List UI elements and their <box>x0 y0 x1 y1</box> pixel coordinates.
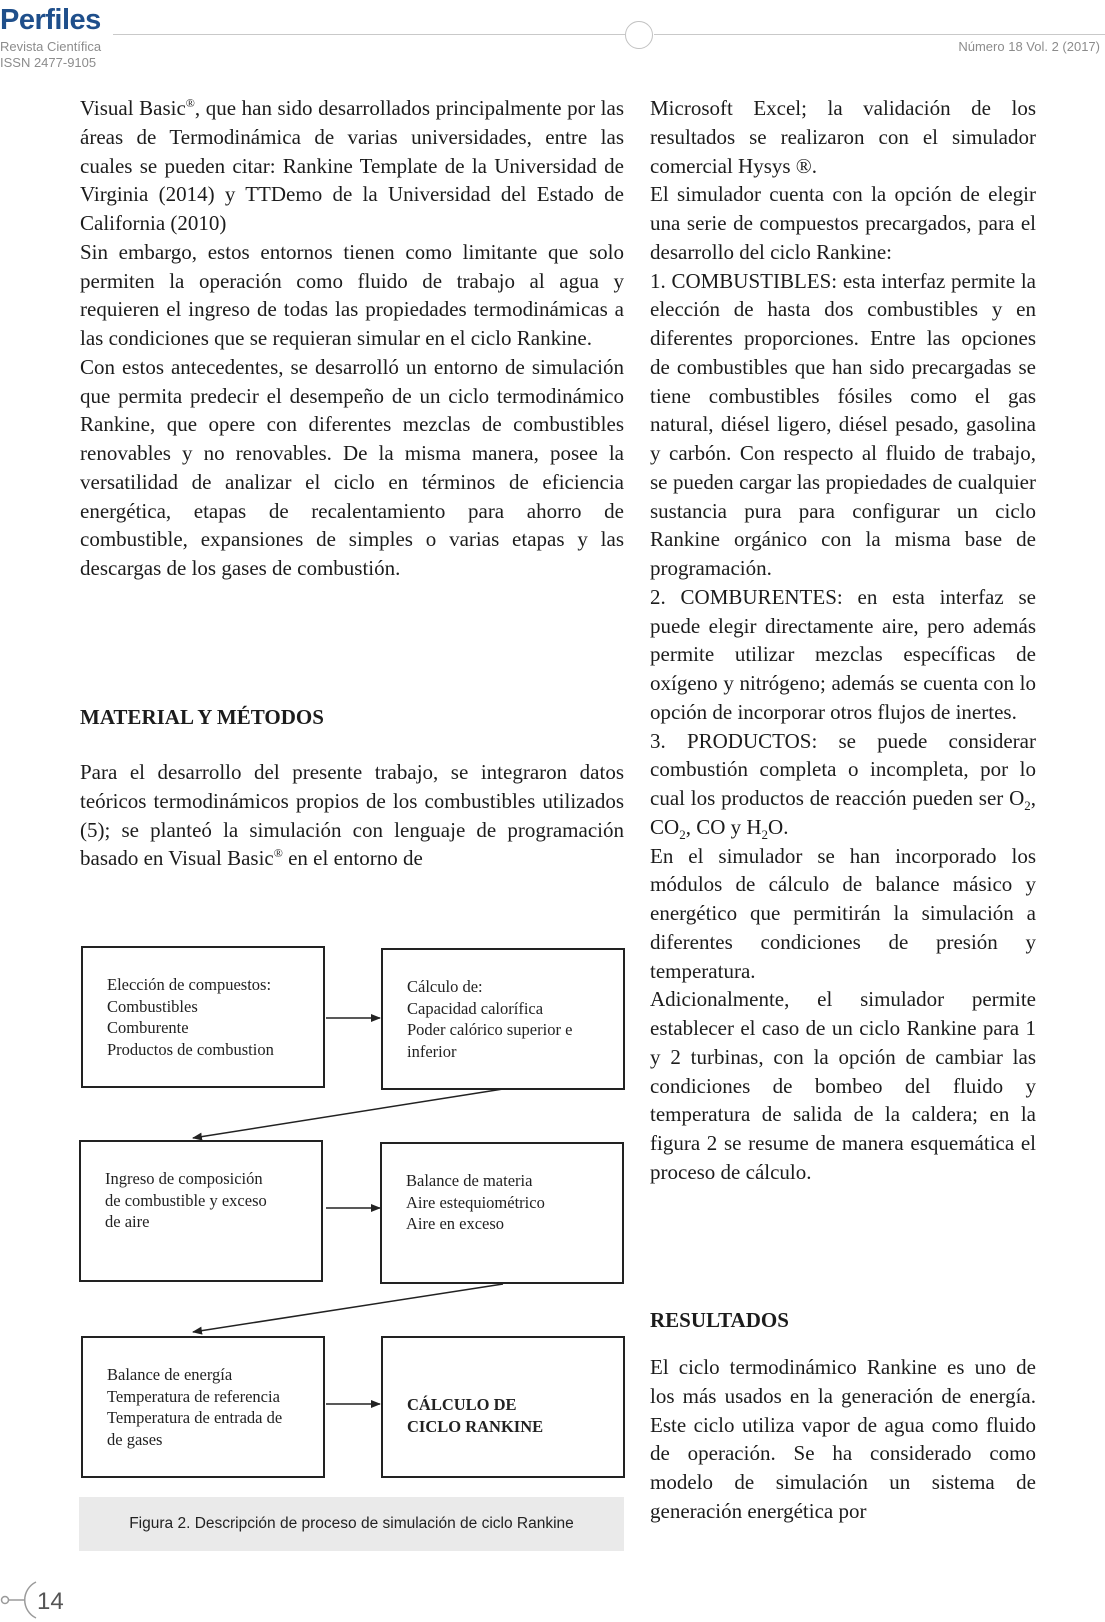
paragraph: Adicionalmente, el simulador permite establecer el caso de un ciclo Rankine para 1 y 2 turbinas, con la opción de cambiar las condiciones de bombeo del fluido y temperatura de salida de la caldera; en la figura 2 se resume de manera esquemática el proceso de cálculo. <box>650 987 1036 1184</box>
journal-subtitle: Revista Científica <box>0 39 102 54</box>
flow-box-energy-balance: Balance de energía Temperatura de referencia Temperatura de entrada de de gases <box>81 1336 325 1478</box>
right-column-text <box>650 94 1036 1187</box>
paragraph: El ciclo termodinámico Rankine es uno de los más usados en la generación de energía. Este ciclo utiliza vapor de agua como fluido de operación. Se ha considerado como modelo de simulación un sistema de generación energética por <box>650 1355 1036 1523</box>
paragraph: El simulador cuenta con la opción de elegir una serie de compuestos precargados, para el desarrollo del ciclo Rankine: <box>650 182 1036 264</box>
left-column-text-methods <box>80 758 624 873</box>
header-rule-right <box>654 34 1105 35</box>
right-column-text-results <box>650 1353 1036 1526</box>
section-heading-methods: MATERIAL Y MÉTODOS <box>80 705 324 729</box>
arrow-box2-to-box3 <box>193 1089 503 1138</box>
header-rule-left <box>113 34 625 35</box>
flow-box-mass-balance: Balance de materia Aire estequiométrico Aire en exceso <box>380 1142 624 1284</box>
left-column-text <box>80 94 624 583</box>
paragraph: Para el desarrollo del presente trabajo, se integraron datos teóricos termodinámicos propios de los combustibles utilizados (5); se planteó la simulación con lenguaje de programación basado en Visual Basic® en el entorno de <box>80 760 624 871</box>
paragraph: Con estos antecedentes, se desarrolló un entorno de simulación que permita predecir el desempeño de un ciclo termodinámico Rankine, que opere con diferentes mezclas de combustibles renovables y no renovables. De la misma manera, posee la versatilidad de analizar el ciclo en términos de eficiencia energética, etapas de recalentamiento para ahorro de combustible, expansiones de simples o varias etapas y las descargas de los gases de combustión. <box>80 354 624 580</box>
figure-caption: Figura 2. Descripción de proceso de simulación de ciclo Rankine <box>79 1497 624 1551</box>
paragraph: 1. COMBUSTIBLES: esta interfaz permite la elección de hasta dos combustibles y en diferentes proporciones. Entre las opciones de combustibles que han sido precargadas se tiene combustibles fósiles como el gas natural, diésel ligero, diésel pesado, gasolina y carbón. Con respecto al fluido de trabajo, se pueden cargar las propiedades de cualquier sustancia pura para configurar un ciclo Rankine orgánico con la misma base de programación. <box>650 268 1036 580</box>
flow-box-compound-selection: Elección de compuestos: Combustibles Comburente Productos de combustion <box>81 946 325 1088</box>
journal-issn: ISSN 2477-9105 <box>0 55 97 70</box>
page-number: 14 <box>37 1588 64 1615</box>
paragraph: Microsoft Excel; la validación de los resultados se realizaron con el simulador comercial Hysys ®. <box>650 96 1036 178</box>
page-number-ornament-icon <box>0 1578 40 1622</box>
flow-box-composition-input: Ingreso de composición de combustible y exceso de aire <box>79 1140 323 1282</box>
flow-box-rankine-cycle-calculation: CÁLCULO DE CICLO RANKINE <box>381 1336 625 1478</box>
paragraph: En el simulador se han incorporado los módulos de cálculo de balance másico y energético que permitirán la simulación a diferentes condiciones de presión y temperatura. <box>650 843 1036 983</box>
journal-logo: Perfiles <box>0 4 101 36</box>
arrow-box4-to-box5 <box>193 1284 503 1332</box>
issue-info: Número 18 Vol. 2 (2017) <box>958 39 1100 54</box>
section-heading-results: RESULTADOS <box>650 1308 789 1332</box>
paragraph: Sin embargo, estos entornos tienen como limitante que solo permiten la operación como fluido de trabajo al agua y requieren el ingreso de todas las propiedades termodinámicas a las condiciones que se requieran simular en el ciclo Rankine. <box>80 239 624 350</box>
paragraph: 2. COMBURENTES: en esta interfaz se puede elegir directamente aire, pero además permite utilizar mezclas específicas de oxígeno y nitrógeno; además se cuenta con lo opción de incorporar otros flujos de inertes. <box>650 584 1036 724</box>
header-circle-ornament <box>625 21 653 49</box>
flow-box-property-calculation: Cálculo de: Capacidad calorífica Poder calórico superior e inferior <box>381 948 625 1090</box>
figure-2-flow-diagram <box>78 940 628 1480</box>
paragraph: 3. PRODUCTOS: se puede considerar combustión completa o incompleta, por lo cual los productos de reacción pueden ser $O_2$, $CO_2$, CO y $H_2O$. <box>650 728 1036 842</box>
paragraph: Visual Basic®, que han sido desarrollados principalmente por las áreas de Termodinámica de varias universidades, entre las cuales se pueden citar: Rankine Template de la Universidad de Virginia (2014) y TTDemo de la Universidad del Estado de California (2010) <box>80 96 624 235</box>
